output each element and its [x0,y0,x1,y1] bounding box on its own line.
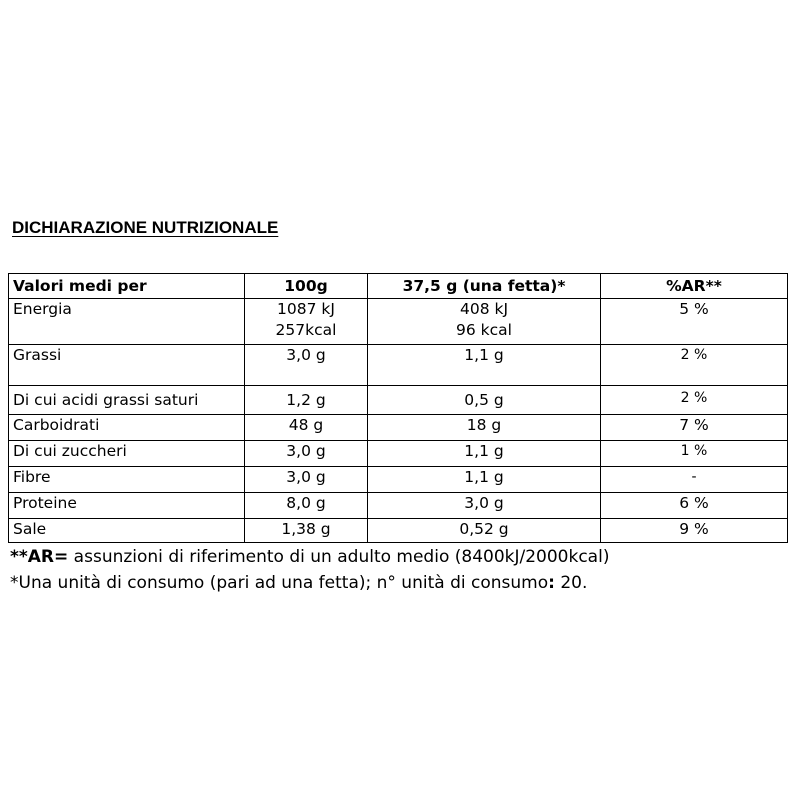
row-label: Di cui acidi grassi saturi [9,386,245,415]
table-header-row [9,274,788,299]
table-row [9,493,788,519]
header-ar: %AR** [601,274,788,299]
value-kj: 408 kJ [459,300,509,318]
table-row [9,441,788,467]
ar-text: assunzioni di riferimento di un adulto medio (8400kJ/2000kcal) [68,547,610,567]
value-kj: 1087 kJ [277,300,335,318]
table-row [9,467,788,493]
value-100g: 3,0 g [245,441,368,467]
value-100g: 8,0 g [245,493,368,519]
row-label: Sale [9,519,245,543]
table-row [9,345,788,386]
value-100g: 48 g [245,415,368,441]
row-label: Energia [9,299,245,345]
header-valori: Valori medi per [9,274,245,299]
value-slice [368,299,601,345]
value-ar: 1 % [601,441,788,467]
table-row [9,299,788,345]
unit-text: *Una unità di consumo (pari ad una fetta); n° unità di consumo [10,573,549,593]
ar-key: **AR= [10,547,69,567]
value-slice: 18 g [368,415,601,441]
header-slice: 37,5 g (una fetta)* [368,274,601,299]
value-slice: 0,5 g [368,386,601,415]
unit-value: 20. [554,573,588,593]
value-100g: 1,2 g [245,386,368,415]
value-slice: 0,52 g [368,519,601,543]
value-ar: 2 % [601,386,788,415]
unit-footnote [10,573,587,593]
value-ar: 7 % [601,415,788,441]
value-ar: 6 % [601,493,788,519]
value-slice: 1,1 g [368,345,601,386]
row-label: Fibre [9,467,245,493]
ar-footnote [10,547,609,567]
value-slice: 1,1 g [368,441,601,467]
row-label: Proteine [9,493,245,519]
unit-colon: : [548,573,555,593]
value-100g: 1,38 g [245,519,368,543]
value-100g: 3,0 g [245,467,368,493]
value-kcal: 257kcal [275,321,337,339]
row-label: Di cui zuccheri [9,441,245,467]
value-slice: 3,0 g [368,493,601,519]
table-row [9,386,788,415]
row-label: Grassi [9,345,245,386]
value-ar: 9 % [601,519,788,543]
page-title: DICHIARAZIONE NUTRIZIONALE [12,218,279,237]
value-kcal: 96 kcal [456,321,512,339]
value-ar: 2 % [601,345,788,386]
table-row [9,415,788,441]
value-slice: 1,1 g [368,467,601,493]
nutrition-table [8,273,788,543]
value-ar: - [601,467,788,493]
value-100g [245,299,368,345]
value-ar: 5 % [601,299,788,345]
row-label: Carboidrati [9,415,245,441]
value-100g: 3,0 g [245,345,368,386]
header-100g: 100g [245,274,368,299]
table-row [9,519,788,543]
